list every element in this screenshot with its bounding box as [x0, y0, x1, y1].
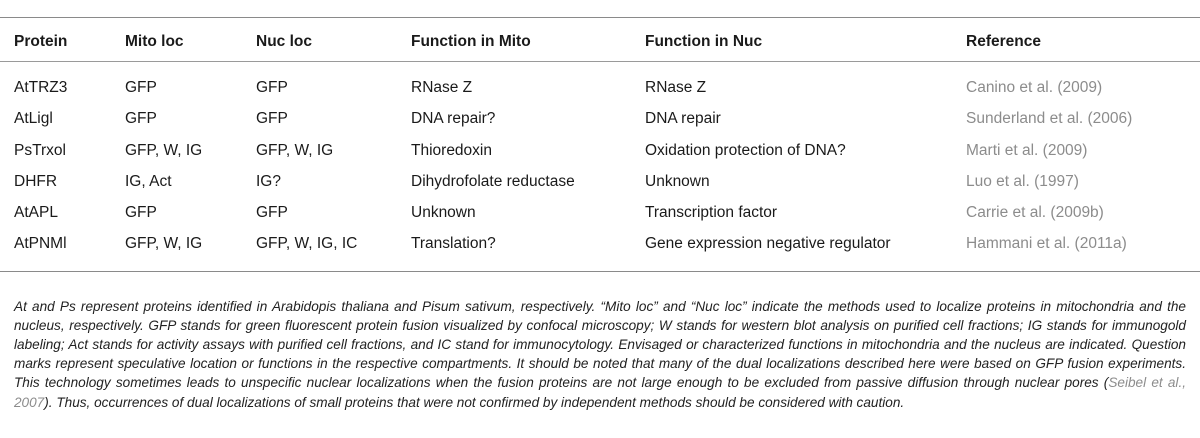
cell-nuc-loc: IG?	[256, 173, 281, 190]
cell-function-in-mito: DNA repair?	[411, 110, 496, 127]
cell-function-in-nuc: Gene expression negative regulator	[645, 235, 891, 252]
cell-nuc-loc: GFP	[256, 110, 288, 127]
cell-mito-loc: IG, Act	[125, 173, 172, 190]
footnote-text: At and Ps represent proteins identified in Arabidopis thaliana and Pisum sativum, respectively. “Mito loc” and “Nuc loc” indicate the methods used to localize proteins in mitochondria and the nucleus, respectively. GFP stands for green fluorescent protein fusion visualized by confocal microscopy; W stands for western blot analysis on purified cell fractions; IG stands for immunogold labeling; Act stands for activity assays with purified cell fractions, and IC stand for immunocytology. Envisaged or characterized functions in mitochondria and the nucleus are indicated. Question marks represent speculative location or functions in the respective compartments. It should be noted that many of the dual localizations described here were based on GFP fusion experiments. This technology sometimes leads to unspecific nuclear localizations when the fusion proteins are not large enough to be excluded from passive diffusion through nuclear pores (	[14, 298, 1186, 391]
header-reference: Reference	[966, 33, 1041, 50]
footnote-text-end: ). Thus, occurrences of dual localizations of small proteins that were not confirmed by independent methods should be considered with caution.	[44, 394, 905, 410]
cell-protein: AtAPL	[14, 204, 58, 221]
cell-protein: AtPNMl	[14, 235, 67, 252]
cell-function-in-nuc: Oxidation protection of DNA?	[645, 142, 846, 159]
cell-function-in-nuc: Transcription factor	[645, 204, 778, 221]
cell-protein: AtTRZ3	[14, 79, 68, 96]
cell-nuc-loc: GFP, W, IG	[256, 142, 334, 159]
header-nuc-loc: Nuc loc	[256, 33, 312, 50]
table-footnote	[14, 297, 1186, 412]
cell-reference-link[interactable]: Sunderland et al. (2006)	[966, 110, 1133, 127]
cell-reference-link[interactable]: Canino et al. (2009)	[966, 79, 1103, 96]
header-function-in-nuc: Function in Nuc	[645, 33, 763, 50]
table-header-rule	[0, 61, 1200, 62]
cell-nuc-loc: GFP	[256, 79, 288, 96]
cell-mito-loc: GFP, W, IG	[125, 235, 203, 252]
cell-nuc-loc: GFP	[256, 204, 288, 221]
header-protein: Protein	[14, 33, 68, 50]
cell-function-in-nuc: Unknown	[645, 173, 710, 190]
table-top-rule	[0, 17, 1200, 18]
cell-reference-link[interactable]: Luo et al. (1997)	[966, 173, 1079, 190]
cell-function-in-mito: Unknown	[411, 204, 476, 221]
cell-function-in-mito: RNase Z	[411, 79, 473, 96]
footnote-citation-link[interactable]: Seibel et al., 2007	[14, 375, 1187, 410]
cell-function-in-nuc: RNase Z	[645, 79, 707, 96]
cell-mito-loc: GFP	[125, 204, 157, 221]
cell-protein: AtLigl	[14, 110, 53, 127]
cell-mito-loc: GFP, W, IG	[125, 142, 203, 159]
cell-nuc-loc: GFP, W, IG, IC	[256, 235, 358, 252]
cell-function-in-mito: Dihydrofolate reductase	[411, 173, 575, 190]
cell-function-in-mito: Thioredoxin	[411, 142, 492, 159]
cell-reference-link[interactable]: Carrie et al. (2009b)	[966, 204, 1104, 221]
header-function-in-mito: Function in Mito	[411, 33, 531, 50]
table-bottom-rule	[0, 271, 1200, 272]
cell-mito-loc: GFP	[125, 79, 157, 96]
cell-function-in-nuc: DNA repair	[645, 110, 721, 127]
cell-reference-link[interactable]: Hammani et al. (2011a)	[966, 235, 1127, 252]
cell-mito-loc: GFP	[125, 110, 157, 127]
cell-function-in-mito: Translation?	[411, 235, 496, 252]
cell-reference-link[interactable]: Marti et al. (2009)	[966, 142, 1088, 159]
cell-protein: DHFR	[14, 173, 58, 190]
header-mito-loc: Mito loc	[125, 33, 184, 50]
cell-protein: PsTrxol	[14, 142, 66, 159]
